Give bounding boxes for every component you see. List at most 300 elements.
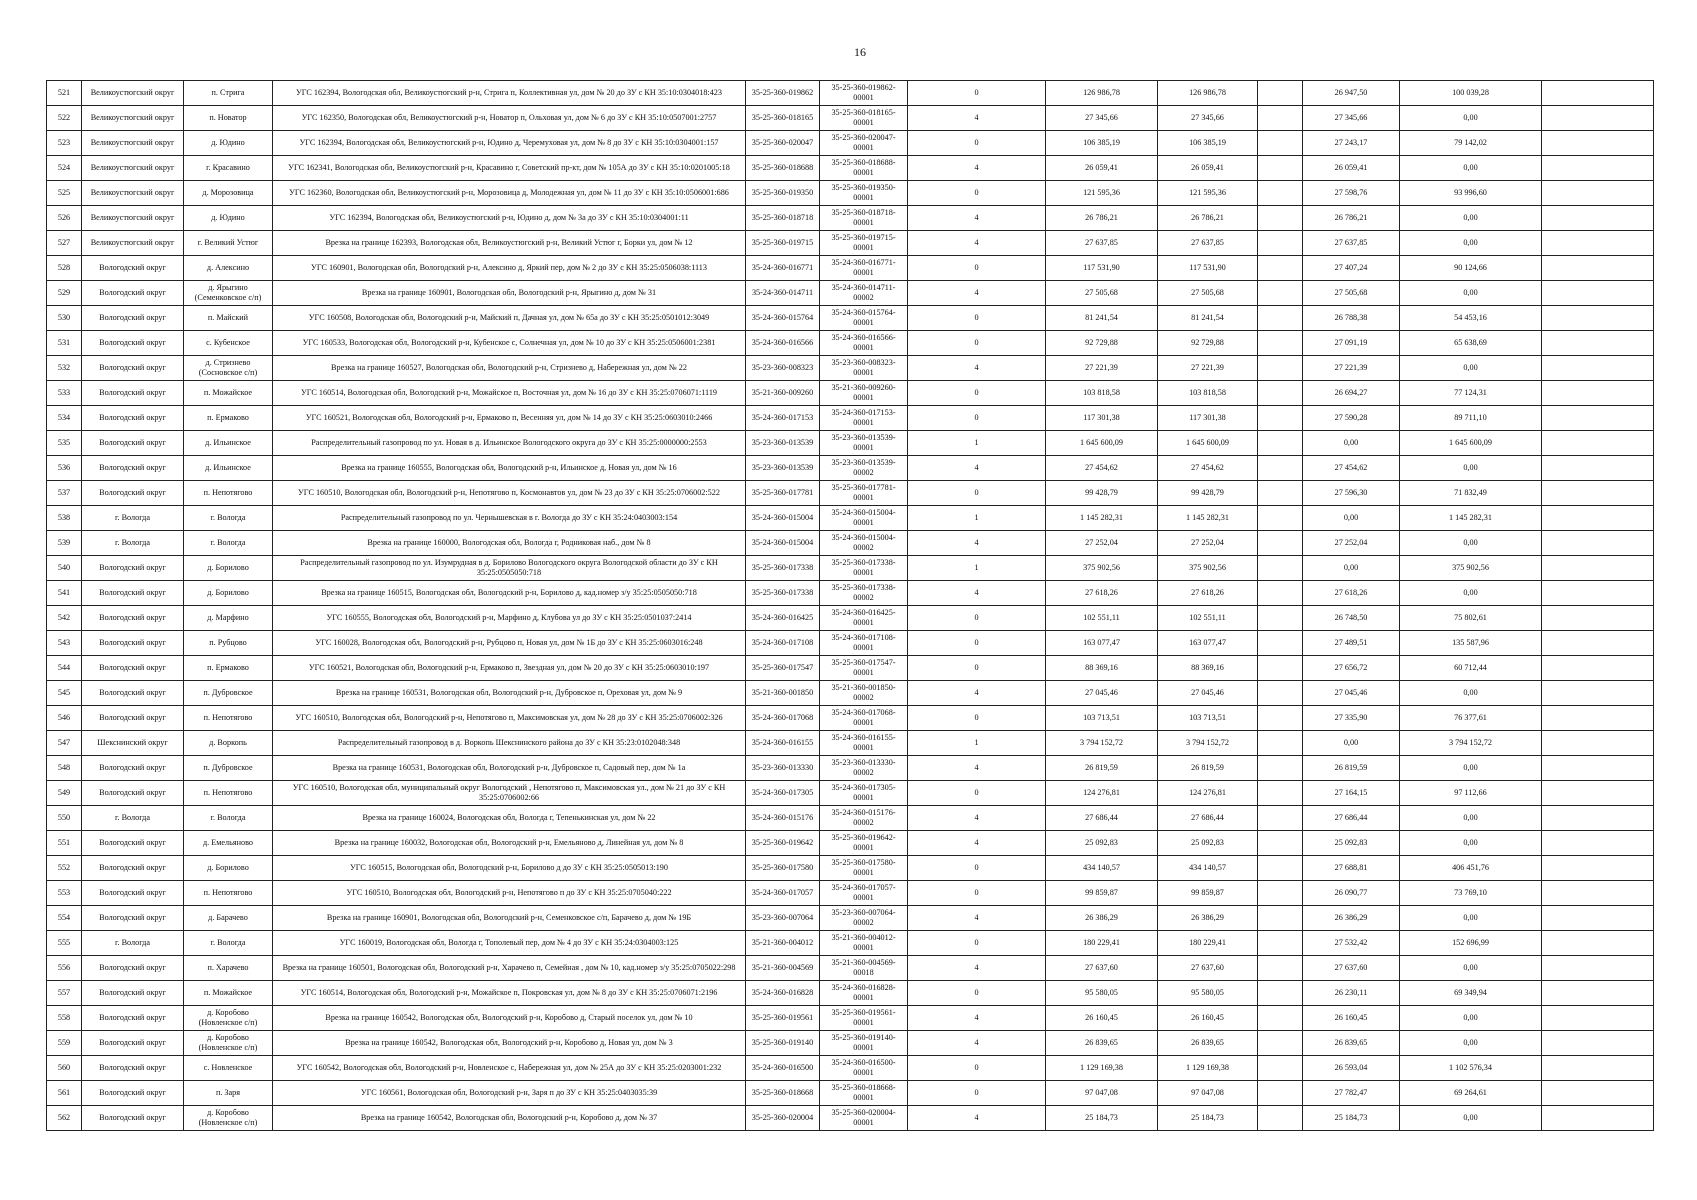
amount-4-cell: 0,00 (1400, 906, 1542, 931)
address-cell: УГС 160510, Вологодская обл, Вологодский р-н, Непотягово п, Максимовская ул, дом № 28 до ЗУ с КН 35:25:0706002:326 (273, 706, 746, 731)
table-row (47, 131, 1654, 156)
settlement-cell: г. Вологда (184, 531, 273, 556)
object-code-cell: 35-25-360-017338 (746, 581, 820, 606)
amount-1-cell: 92 729,88 (1046, 331, 1158, 356)
category-cell: 0 (908, 856, 1046, 881)
amount-4-cell: 54 453,16 (1400, 306, 1542, 331)
settlement-cell: д. Юдино (184, 206, 273, 231)
empty-cell (1542, 81, 1654, 106)
object-code-cell: 35-25-360-019642 (746, 831, 820, 856)
empty-cell (1258, 731, 1303, 756)
table-row (47, 506, 1654, 531)
empty-cell (1258, 781, 1303, 806)
settlement-cell: п. Непотягово (184, 881, 273, 906)
amount-4-cell: 97 112,66 (1400, 781, 1542, 806)
settlement-cell: г. Вологда (184, 506, 273, 531)
address-cell: УГС 160901, Вологодская обл, Вологодский р-н, Алексино д, Яркий пер, дом № 2 до ЗУ с КН 35:25:0506038:1113 (273, 256, 746, 281)
district-cell: Вологодский округ (82, 356, 184, 381)
empty-cell (1542, 756, 1654, 781)
address-cell: УГС 162341, Вологодская обл, Великоустюгский р-н, Красавино г, Советский пр-кт, дом № 105А до ЗУ с КН 35:10:0201005:18 (273, 156, 746, 181)
district-cell: Вологодский округ (82, 456, 184, 481)
amount-3-cell: 27 489,51 (1303, 631, 1400, 656)
object-code-cell: 35-21-360-001850 (746, 681, 820, 706)
amount-3-cell: 27 335,90 (1303, 706, 1400, 731)
object-code-cell: 35-24-360-015004 (746, 506, 820, 531)
subobject-code-cell: 35-25-360-019140-00001 (820, 1031, 908, 1056)
row-number-cell: 546 (47, 706, 82, 731)
settlement-cell: д. Ильинское (184, 431, 273, 456)
amount-3-cell: 26 786,21 (1303, 206, 1400, 231)
empty-cell (1542, 681, 1654, 706)
empty-cell (1542, 506, 1654, 531)
object-code-cell: 35-21-360-009260 (746, 381, 820, 406)
category-cell: 0 (908, 131, 1046, 156)
amount-2-cell: 88 369,16 (1158, 656, 1258, 681)
table-row (47, 481, 1654, 506)
object-code-cell: 35-25-360-019862 (746, 81, 820, 106)
amount-4-cell: 0,00 (1400, 231, 1542, 256)
row-number-cell: 545 (47, 681, 82, 706)
amount-2-cell: 434 140,57 (1158, 856, 1258, 881)
district-cell: Вологодский округ (82, 381, 184, 406)
table-row (47, 656, 1654, 681)
subobject-code-cell: 35-24-360-015004-00002 (820, 531, 908, 556)
empty-cell (1542, 156, 1654, 181)
amount-2-cell: 121 595,36 (1158, 181, 1258, 206)
category-cell: 1 (908, 506, 1046, 531)
amount-4-cell: 1 645 600,09 (1400, 431, 1542, 456)
subobject-code-cell: 35-24-360-016828-00001 (820, 981, 908, 1006)
empty-cell (1542, 906, 1654, 931)
category-cell: 0 (908, 931, 1046, 956)
district-cell: Вологодский округ (82, 1106, 184, 1131)
amount-1-cell: 26 839,65 (1046, 1031, 1158, 1056)
object-code-cell: 35-24-360-017305 (746, 781, 820, 806)
address-cell: УГС 162394, Вологодская обл, Великоустюгский р-н, Юдино д, Черемуховая ул, дом № 8 до ЗУ с КН 35:10:0304001:157 (273, 131, 746, 156)
district-cell: Великоустюгский округ (82, 181, 184, 206)
table-row (47, 231, 1654, 256)
amount-2-cell: 26 059,41 (1158, 156, 1258, 181)
district-cell: Вологодский округ (82, 1006, 184, 1031)
amount-4-cell: 152 696,99 (1400, 931, 1542, 956)
object-code-cell: 35-24-360-017108 (746, 631, 820, 656)
empty-cell (1258, 606, 1303, 631)
amount-4-cell: 76 377,61 (1400, 706, 1542, 731)
object-code-cell: 35-24-360-016566 (746, 331, 820, 356)
empty-cell (1542, 631, 1654, 656)
amount-2-cell: 3 794 152,72 (1158, 731, 1258, 756)
amount-4-cell: 0,00 (1400, 456, 1542, 481)
amount-1-cell: 97 047,08 (1046, 1081, 1158, 1106)
empty-cell (1258, 1081, 1303, 1106)
empty-cell (1542, 831, 1654, 856)
amount-3-cell: 27 637,60 (1303, 956, 1400, 981)
subobject-code-cell: 35-24-360-017057-00001 (820, 881, 908, 906)
empty-cell (1258, 631, 1303, 656)
district-cell: Вологодский округ (82, 756, 184, 781)
object-code-cell: 35-25-360-018688 (746, 156, 820, 181)
district-cell: г. Вологда (82, 931, 184, 956)
address-cell: УГС 160510, Вологодская обл, Вологодский р-н, Непотягово п до ЗУ с КН 35:25:0705040:222 (273, 881, 746, 906)
amount-1-cell: 124 276,81 (1046, 781, 1158, 806)
empty-cell (1258, 956, 1303, 981)
amount-1-cell: 81 241,54 (1046, 306, 1158, 331)
row-number-cell: 526 (47, 206, 82, 231)
amount-3-cell: 26 059,41 (1303, 156, 1400, 181)
empty-cell (1258, 481, 1303, 506)
amount-3-cell: 27 345,66 (1303, 106, 1400, 131)
row-number-cell: 548 (47, 756, 82, 781)
object-code-cell: 35-25-360-019715 (746, 231, 820, 256)
empty-cell (1258, 406, 1303, 431)
empty-cell (1258, 106, 1303, 131)
category-cell: 0 (908, 1056, 1046, 1081)
amount-2-cell: 92 729,88 (1158, 331, 1258, 356)
amount-4-cell: 75 802,61 (1400, 606, 1542, 631)
district-cell: Вологодский округ (82, 1031, 184, 1056)
object-code-cell: 35-21-360-004012 (746, 931, 820, 956)
object-code-cell: 35-23-360-013539 (746, 431, 820, 456)
settlement-cell: п. Ермаково (184, 406, 273, 431)
settlement-cell: д. Барачево (184, 906, 273, 931)
amount-3-cell: 26 230,11 (1303, 981, 1400, 1006)
category-cell: 4 (908, 231, 1046, 256)
amount-1-cell: 26 386,29 (1046, 906, 1158, 931)
amount-3-cell: 26 947,50 (1303, 81, 1400, 106)
amount-1-cell: 180 229,41 (1046, 931, 1158, 956)
row-number-cell: 532 (47, 356, 82, 381)
settlement-cell: д. Стризнево (Сосновское с/п) (184, 356, 273, 381)
district-cell: Вологодский округ (82, 431, 184, 456)
amount-3-cell: 27 637,85 (1303, 231, 1400, 256)
object-code-cell: 35-25-360-018718 (746, 206, 820, 231)
row-number-cell: 528 (47, 256, 82, 281)
subobject-code-cell: 35-25-360-019862-00001 (820, 81, 908, 106)
district-cell: Вологодский округ (82, 331, 184, 356)
category-cell: 0 (908, 381, 1046, 406)
empty-cell (1542, 431, 1654, 456)
subobject-code-cell: 35-25-360-017547-00001 (820, 656, 908, 681)
subobject-code-cell: 35-25-360-017781-00001 (820, 481, 908, 506)
settlement-cell: д. Алексино (184, 256, 273, 281)
empty-cell (1542, 556, 1654, 581)
object-code-cell: 35-24-360-016828 (746, 981, 820, 1006)
amount-4-cell: 0,00 (1400, 106, 1542, 131)
empty-cell (1258, 756, 1303, 781)
amount-2-cell: 99 859,87 (1158, 881, 1258, 906)
object-code-cell: 35-23-360-008323 (746, 356, 820, 381)
district-cell: Вологодский округ (82, 781, 184, 806)
address-cell: Врезка на границе 160515, Вологодская обл, Вологодский р-н, Борилово д, кад.номер з/у 35:25:0505050:718 (273, 581, 746, 606)
district-cell: Вологодский округ (82, 281, 184, 306)
empty-cell (1542, 331, 1654, 356)
settlement-cell: д. Борилово (184, 556, 273, 581)
amount-1-cell: 99 859,87 (1046, 881, 1158, 906)
empty-cell (1542, 256, 1654, 281)
amount-4-cell: 135 587,96 (1400, 631, 1542, 656)
category-cell: 0 (908, 1081, 1046, 1106)
object-code-cell: 35-23-360-013539 (746, 456, 820, 481)
empty-cell (1258, 281, 1303, 306)
address-cell: УГС 160514, Вологодская обл, Вологодский р-н, Можайское п, Восточная ул, дом № 16 до ЗУ с КН 35:25:0706071:1119 (273, 381, 746, 406)
table-row (47, 181, 1654, 206)
amount-1-cell: 434 140,57 (1046, 856, 1158, 881)
empty-cell (1258, 881, 1303, 906)
amount-1-cell: 26 786,21 (1046, 206, 1158, 231)
category-cell: 4 (908, 906, 1046, 931)
empty-cell (1258, 356, 1303, 381)
address-cell: УГС 160514, Вологодская обл, Вологодский р-н, Можайское п, Покровская ул, дом № 8 до ЗУ с КН 35:25:0706071:2196 (273, 981, 746, 1006)
amount-3-cell: 26 748,50 (1303, 606, 1400, 631)
category-cell: 0 (908, 706, 1046, 731)
subobject-code-cell: 35-24-360-015004-00001 (820, 506, 908, 531)
amount-1-cell: 27 505,68 (1046, 281, 1158, 306)
row-number-cell: 524 (47, 156, 82, 181)
row-number-cell: 535 (47, 431, 82, 456)
amount-2-cell: 103 713,51 (1158, 706, 1258, 731)
address-cell: Врезка на границе 160527, Вологодская обл, Вологодский р-н, Стризнево д, Набережная ул, дом № 22 (273, 356, 746, 381)
category-cell: 4 (908, 531, 1046, 556)
table-row (47, 606, 1654, 631)
empty-cell (1542, 1081, 1654, 1106)
amount-2-cell: 25 184,73 (1158, 1106, 1258, 1131)
district-cell: Вологодский округ (82, 631, 184, 656)
amount-1-cell: 26 160,45 (1046, 1006, 1158, 1031)
settlement-cell: п. Майский (184, 306, 273, 331)
amount-2-cell: 375 902,56 (1158, 556, 1258, 581)
object-code-cell: 35-25-360-018668 (746, 1081, 820, 1106)
category-cell: 4 (908, 206, 1046, 231)
amount-2-cell: 126 986,78 (1158, 81, 1258, 106)
amount-4-cell: 77 124,31 (1400, 381, 1542, 406)
address-cell: Врезка на границе 160542, Вологодская обл, Вологодский р-н, Коробово д, Старый поселок ул, дом № 10 (273, 1006, 746, 1031)
district-cell: Великоустюгский округ (82, 231, 184, 256)
amount-3-cell: 27 091,19 (1303, 331, 1400, 356)
amount-2-cell: 27 637,60 (1158, 956, 1258, 981)
category-cell: 4 (908, 1031, 1046, 1056)
subobject-code-cell: 35-25-360-017338-00001 (820, 556, 908, 581)
amount-4-cell: 0,00 (1400, 806, 1542, 831)
amount-1-cell: 3 794 152,72 (1046, 731, 1158, 756)
row-number-cell: 561 (47, 1081, 82, 1106)
address-cell: УГС 160510, Вологодская обл, Вологодский р-н, Непотягово п, Космонавтов ул, дом № 23 до ЗУ с КН 35:25:0706002:522 (273, 481, 746, 506)
subobject-code-cell: 35-24-360-016425-00001 (820, 606, 908, 631)
amount-2-cell: 106 385,19 (1158, 131, 1258, 156)
amount-3-cell: 26 160,45 (1303, 1006, 1400, 1031)
empty-cell (1542, 606, 1654, 631)
amount-3-cell: 27 505,68 (1303, 281, 1400, 306)
address-cell: УГС 160028, Вологодская обл, Вологодский р-н, Рубцово п, Новая ул, дом № 1Б до ЗУ с КН 35:25:0603016:248 (273, 631, 746, 656)
row-number-cell: 533 (47, 381, 82, 406)
amount-3-cell: 26 694,27 (1303, 381, 1400, 406)
subobject-code-cell: 35-24-360-016500-00001 (820, 1056, 908, 1081)
address-cell: УГС 160555, Вологодская обл, Вологодский р-н, Марфино д, Клубова ул до ЗУ с КН 35:25:0501037:2414 (273, 606, 746, 631)
subobject-code-cell: 35-24-360-015176-00002 (820, 806, 908, 831)
row-number-cell: 562 (47, 1106, 82, 1131)
empty-cell (1542, 531, 1654, 556)
amount-1-cell: 88 369,16 (1046, 656, 1158, 681)
amount-4-cell: 0,00 (1400, 281, 1542, 306)
amount-4-cell: 0,00 (1400, 156, 1542, 181)
amount-4-cell: 69 264,61 (1400, 1081, 1542, 1106)
subobject-code-cell: 35-21-360-004012-00001 (820, 931, 908, 956)
district-cell: Вологодский округ (82, 856, 184, 881)
amount-3-cell: 27 243,17 (1303, 131, 1400, 156)
table-row (47, 356, 1654, 381)
settlement-cell: д. Коробово (Новленское с/п) (184, 1031, 273, 1056)
empty-cell (1542, 1056, 1654, 1081)
amount-4-cell: 1 102 576,34 (1400, 1056, 1542, 1081)
row-number-cell: 550 (47, 806, 82, 831)
category-cell: 4 (908, 356, 1046, 381)
category-cell: 0 (908, 256, 1046, 281)
object-code-cell: 35-24-360-017153 (746, 406, 820, 431)
amount-2-cell: 95 580,05 (1158, 981, 1258, 1006)
category-cell: 0 (908, 81, 1046, 106)
table-row (47, 881, 1654, 906)
amount-2-cell: 27 045,46 (1158, 681, 1258, 706)
settlement-cell: п. Харачево (184, 956, 273, 981)
amount-1-cell: 1 645 600,09 (1046, 431, 1158, 456)
row-number-cell: 531 (47, 331, 82, 356)
address-cell: Врезка на границе 160542, Вологодская обл, Вологодский р-н, Коробово д, дом № 37 (273, 1106, 746, 1131)
amount-2-cell: 27 686,44 (1158, 806, 1258, 831)
category-cell: 0 (908, 656, 1046, 681)
row-number-cell: 530 (47, 306, 82, 331)
object-code-cell: 35-25-360-020047 (746, 131, 820, 156)
amount-2-cell: 26 839,65 (1158, 1031, 1258, 1056)
settlement-cell: д. Коробово (Новленское с/п) (184, 1006, 273, 1031)
amount-2-cell: 26 386,29 (1158, 906, 1258, 931)
subobject-code-cell: 35-25-360-018668-00001 (820, 1081, 908, 1106)
empty-cell (1258, 856, 1303, 881)
row-number-cell: 558 (47, 1006, 82, 1031)
district-cell: Шекснинский округ (82, 731, 184, 756)
row-number-cell: 525 (47, 181, 82, 206)
amount-1-cell: 102 551,11 (1046, 606, 1158, 631)
register-table (46, 80, 1654, 1131)
address-cell: Врезка на границе 160000, Вологодская обл, Вологда г, Родниковая наб., дом № 8 (273, 531, 746, 556)
district-cell: Великоустюгский округ (82, 131, 184, 156)
empty-cell (1258, 381, 1303, 406)
amount-1-cell: 27 454,62 (1046, 456, 1158, 481)
row-number-cell: 555 (47, 931, 82, 956)
amount-2-cell: 102 551,11 (1158, 606, 1258, 631)
empty-cell (1542, 956, 1654, 981)
category-cell: 4 (908, 831, 1046, 856)
table-row (47, 831, 1654, 856)
object-code-cell: 35-24-360-016500 (746, 1056, 820, 1081)
category-cell: 4 (908, 956, 1046, 981)
settlement-cell: п. Заря (184, 1081, 273, 1106)
amount-4-cell: 0,00 (1400, 206, 1542, 231)
row-number-cell: 521 (47, 81, 82, 106)
category-cell: 0 (908, 406, 1046, 431)
district-cell: Вологодский округ (82, 581, 184, 606)
object-code-cell: 35-24-360-015004 (746, 531, 820, 556)
subobject-code-cell: 35-25-360-018165-00001 (820, 106, 908, 131)
category-cell: 0 (908, 331, 1046, 356)
category-cell: 4 (908, 1006, 1046, 1031)
amount-1-cell: 1 145 282,31 (1046, 506, 1158, 531)
empty-cell (1258, 1106, 1303, 1131)
amount-1-cell: 106 385,19 (1046, 131, 1158, 156)
empty-cell (1258, 131, 1303, 156)
empty-cell (1258, 981, 1303, 1006)
row-number-cell: 544 (47, 656, 82, 681)
subobject-code-cell: 35-25-360-017580-00001 (820, 856, 908, 881)
settlement-cell: п. Дубровское (184, 681, 273, 706)
amount-1-cell: 27 637,60 (1046, 956, 1158, 981)
row-number-cell: 540 (47, 556, 82, 581)
category-cell: 0 (908, 631, 1046, 656)
settlement-cell: п. Можайское (184, 381, 273, 406)
amount-3-cell: 27 656,72 (1303, 656, 1400, 681)
table-row (47, 856, 1654, 881)
amount-1-cell: 117 301,38 (1046, 406, 1158, 431)
amount-2-cell: 25 092,83 (1158, 831, 1258, 856)
object-code-cell: 35-25-360-017547 (746, 656, 820, 681)
row-number-cell: 557 (47, 981, 82, 1006)
amount-4-cell: 0,00 (1400, 531, 1542, 556)
empty-cell (1542, 1031, 1654, 1056)
address-cell: Врезка на границе 160901, Вологодская обл, Вологодский р-н, Семенковское с/п, Барачево д, дом № 19Б (273, 906, 746, 931)
category-cell: 0 (908, 881, 1046, 906)
amount-3-cell: 26 819,59 (1303, 756, 1400, 781)
table-row (47, 156, 1654, 181)
district-cell: г. Вологда (82, 806, 184, 831)
empty-cell (1258, 306, 1303, 331)
empty-cell (1542, 1106, 1654, 1131)
settlement-cell: г. Вологда (184, 931, 273, 956)
amount-3-cell: 26 788,38 (1303, 306, 1400, 331)
settlement-cell: д. Ярыгино (Семенковское с/п) (184, 281, 273, 306)
amount-1-cell: 27 221,39 (1046, 356, 1158, 381)
amount-4-cell: 0,00 (1400, 756, 1542, 781)
amount-1-cell: 163 077,47 (1046, 631, 1158, 656)
amount-3-cell: 27 590,28 (1303, 406, 1400, 431)
amount-3-cell: 0,00 (1303, 506, 1400, 531)
amount-2-cell: 163 077,47 (1158, 631, 1258, 656)
amount-4-cell: 406 451,76 (1400, 856, 1542, 881)
row-number-cell: 539 (47, 531, 82, 556)
amount-2-cell: 27 505,68 (1158, 281, 1258, 306)
district-cell: г. Вологда (82, 506, 184, 531)
settlement-cell: д. Борилово (184, 856, 273, 881)
category-cell: 0 (908, 606, 1046, 631)
subobject-code-cell: 35-23-360-013330-00002 (820, 756, 908, 781)
amount-3-cell: 27 688,81 (1303, 856, 1400, 881)
address-cell: Врезка на границе 160531, Вологодская обл, Вологодский р-н, Дубровское п, Ореховая ул, дом № 9 (273, 681, 746, 706)
amount-4-cell: 0,00 (1400, 681, 1542, 706)
amount-1-cell: 27 252,04 (1046, 531, 1158, 556)
empty-cell (1258, 581, 1303, 606)
district-cell: Вологодский округ (82, 831, 184, 856)
district-cell: Вологодский округ (82, 256, 184, 281)
amount-1-cell: 25 092,83 (1046, 831, 1158, 856)
empty-cell (1542, 306, 1654, 331)
empty-cell (1542, 406, 1654, 431)
subobject-code-cell: 35-25-360-018718-00001 (820, 206, 908, 231)
district-cell: г. Вологда (82, 531, 184, 556)
empty-cell (1258, 506, 1303, 531)
category-cell: 1 (908, 431, 1046, 456)
table-row (47, 1031, 1654, 1056)
category-cell: 4 (908, 106, 1046, 131)
amount-4-cell: 0,00 (1400, 831, 1542, 856)
register-rows (47, 81, 1654, 1131)
subobject-code-cell: 35-23-360-008323-00001 (820, 356, 908, 381)
